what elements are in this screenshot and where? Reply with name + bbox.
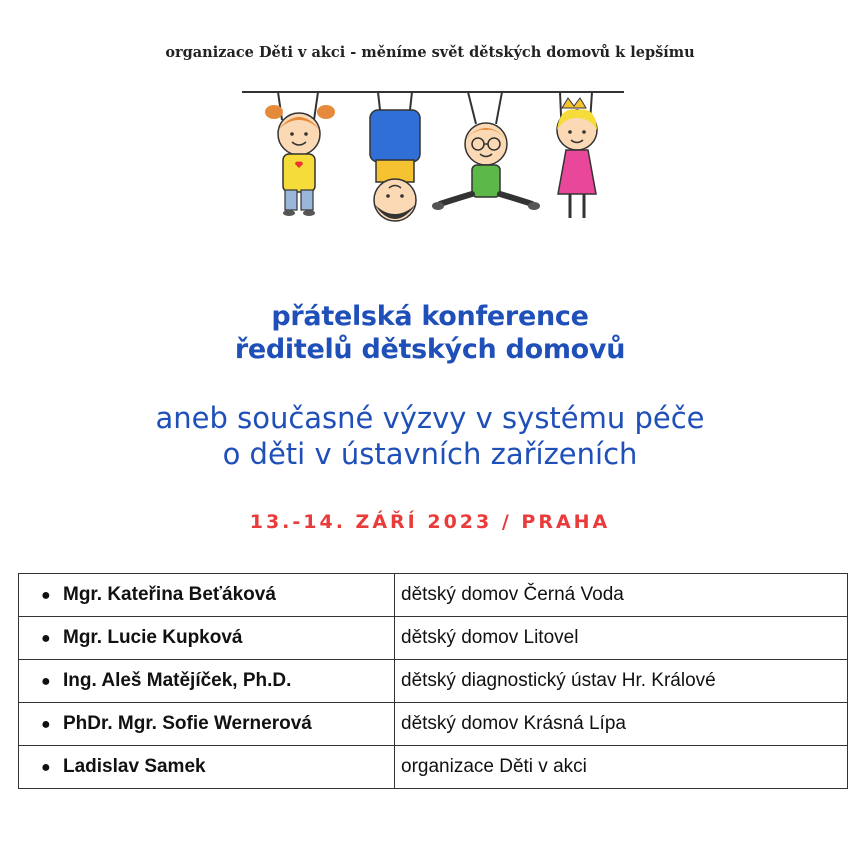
speaker-name: PhDr. Mgr. Sofie Wernerová <box>63 713 312 734</box>
speaker-name: Ladislav Samek <box>63 756 206 777</box>
speaker-name: Mgr. Kateřina Beťáková <box>63 584 276 605</box>
speaker-organization: dětský domov Krásná Lípa <box>395 703 848 746</box>
speaker-organization: organizace Děti v akci <box>395 746 848 789</box>
child-boy-glasses-illustration <box>432 92 540 210</box>
hanging-children-illustration <box>240 82 628 242</box>
table-row <box>19 660 848 703</box>
subtitle-line-2: o děti v ústavních zařízeních <box>222 437 638 471</box>
conference-title <box>0 300 860 366</box>
child-girl-pigtails-illustration <box>265 92 335 216</box>
table-row <box>19 574 848 617</box>
subtitle-line-1: aneb současné výzvy v systému péče <box>155 401 705 435</box>
speaker-organization: dětský diagnostický ústav Hr. Králové <box>395 660 848 703</box>
table-row <box>19 703 848 746</box>
speaker-name-cell <box>19 574 395 617</box>
speaker-name: Mgr. Lucie Kupková <box>63 627 243 648</box>
conference-subtitle <box>0 400 860 472</box>
bullet-dot-icon: ● <box>41 587 51 604</box>
speaker-name: Ing. Aleš Matějíček, Ph.D. <box>63 670 292 691</box>
table-row <box>19 617 848 660</box>
speaker-name-cell <box>19 660 395 703</box>
organization-tagline: organizace Děti v akci - měníme svět dětských domovů k lepšímu <box>165 44 695 61</box>
child-boy-upside-down-illustration <box>370 92 420 221</box>
bullet-dot-icon: ● <box>41 759 51 776</box>
speaker-name-cell <box>19 746 395 789</box>
bullet-dot-icon: ● <box>41 630 51 647</box>
event-date-place: 13.-14. ZÁŘÍ 2023 / PRAHA <box>249 511 611 533</box>
speaker-organization: dětský domov Černá Voda <box>395 574 848 617</box>
speaker-name-cell <box>19 617 395 660</box>
title-line-2: ředitelů dětských domovů <box>234 334 626 365</box>
title-line-1: přátelská konference <box>271 301 589 332</box>
bullet-dot-icon: ● <box>41 673 51 690</box>
speaker-organization: dětský domov Litovel <box>395 617 848 660</box>
bullet-dot-icon: ● <box>41 716 51 733</box>
speakers-table <box>18 573 848 789</box>
child-girl-crown-illustration <box>557 92 597 218</box>
table-row <box>19 746 848 789</box>
speaker-name-cell <box>19 703 395 746</box>
